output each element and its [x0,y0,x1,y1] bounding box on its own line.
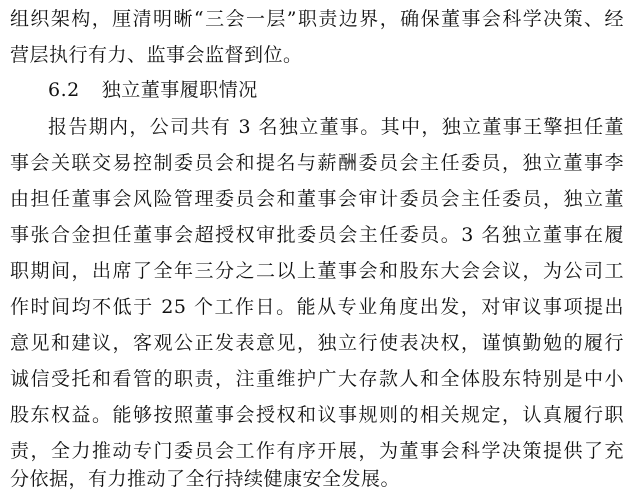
paragraph-line: 分依据，有力推动了全行持续健康安全发展。 [10,468,401,490]
paragraph-line: 职期间，出席了全年三分之二以上董事会和股东大会会议，为公司工 [10,260,624,282]
paragraph-line: 意见和建议，客观公正发表意见，独立行使表决权，谨慎勤勉的履行 [10,332,624,354]
paragraph-line: 责，全力推动专门委员会工作有序开展，为董事会科学决策提供了充 [10,440,624,462]
section-heading [48,73,624,107]
paragraph-line: 事会关联交易控制委员会和提名与薪酬委员会主任委员，独立董事李 [10,152,624,174]
section-number: 6.2 [48,79,80,101]
paragraph-line: 事张合金担任董事会超授权审批委员会主任委员。3 名独立董事在履 [10,224,624,246]
paragraph-line: 报告期内，公司共有 3 名独立董事。其中，独立董事王擎担任董 [48,116,624,138]
paragraph-line: 作时间均不低于 25 个工作日。能从专业角度出发，对审议事项提出 [10,296,624,318]
paragraph-line: 由担任董事会风险管理委员会和董事会审计委员会主任委员，独立董 [10,188,624,210]
section-title: 独立董事履职情况 [101,79,258,101]
paragraph-line: 组织架构，厘清明晰“三会一层”职责边界，确保董事会科学决策、经 [10,8,624,30]
paragraph-line: 诚信受托和看管的职责，注重维护广大存款人和全体股东特别是中小 [10,368,624,390]
paragraph-line: 营层执行有力、监事会监督到位。 [10,44,303,66]
paragraph-line: 股东权益。能够按照董事会授权和议事规则的相关规定，认真履行职 [10,404,624,426]
